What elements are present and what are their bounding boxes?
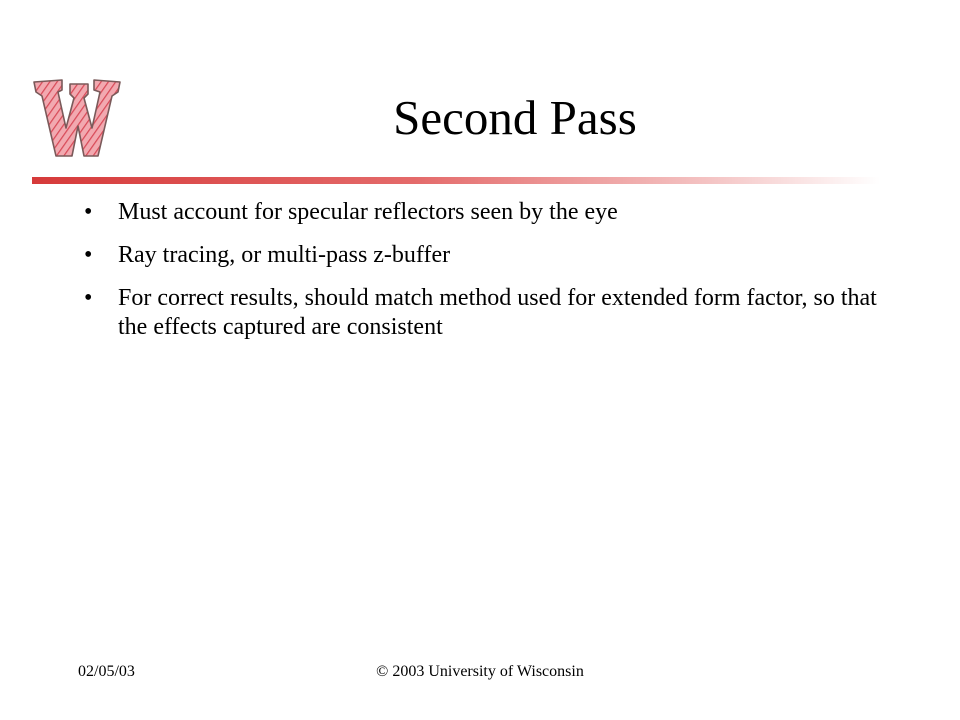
bullet-list [84, 198, 884, 356]
list-item [84, 241, 884, 270]
list-item [84, 284, 884, 342]
footer-date: 02/05/03 [78, 663, 135, 680]
title-divider [32, 177, 880, 184]
bullet-text: Must account for specular reflectors seen by the eye [118, 199, 618, 225]
bullet-marker: • [84, 242, 93, 268]
bullet-marker: • [84, 285, 93, 311]
bullet-text: Ray tracing, or multi-pass z-buffer [118, 242, 451, 268]
list-item [84, 198, 884, 227]
slide-title: Second Pass [393, 90, 637, 145]
footer-copyright: © 2003 University of Wisconsin [376, 663, 584, 680]
bullet-text: For correct results, should match method used for extended form factor, so that the effects captured are consistent [118, 285, 877, 340]
bullet-marker: • [84, 199, 93, 225]
